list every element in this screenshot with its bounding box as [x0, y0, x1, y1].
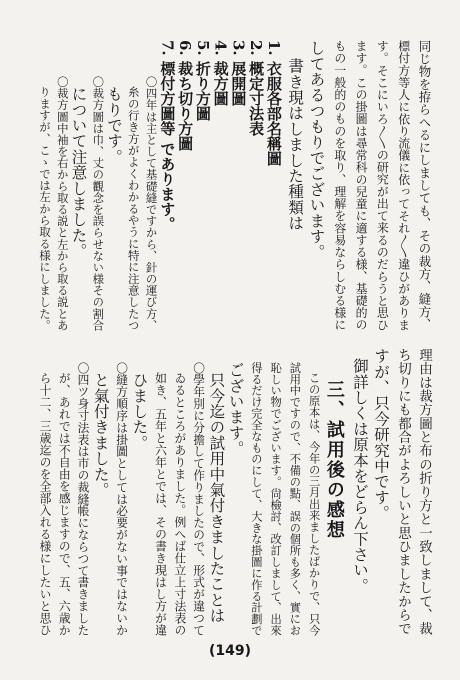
body-line: ございます。 [226, 362, 245, 457]
body-line: 得るだけ完全なものにして、大きな掛圖に作る計劃で [249, 362, 263, 637]
intro-line: してあるつもりでございます。 [307, 40, 326, 260]
body-line: ら十二、三歳迄のを全部入れる様にしたいと思ひ [38, 372, 52, 636]
section-heading: 三、試用後の感想 [323, 380, 345, 540]
body-line: ゐるところがありました。例へば仕立上寸法表の [172, 372, 187, 636]
list-item: 3. 展開圖 [229, 40, 248, 106]
paragraph-line: すが、只今研究中です。 [371, 348, 390, 521]
paragraph-line: 理由は裁方圖と布の折り方と一致しまして、裁 [416, 348, 432, 636]
paragraph-line: ち切りにも都合がよろしいと思ひましたからで [395, 348, 411, 636]
note-line: 〇裁方圖は巾、丈の觀念を誤らせない様その割合 [91, 76, 106, 331]
list-item: 4. 裁方圖 [211, 40, 230, 106]
body-line: 如き、五年と六年とでは、その書き現はし方が違 [153, 372, 168, 636]
list-item: 7. 標付方圖等 であります。 [158, 40, 177, 232]
note-line: もりです。 [105, 86, 124, 165]
note-line: 〇四年は主として基礎縫ですから、針の運び方、 [144, 76, 159, 331]
note-line: について注意しました。 [69, 86, 88, 259]
body-line: 〇學年別に分擔して作りましたので、形式が違つて [192, 362, 207, 636]
intro-line: もの一般的のものを取り、理解を容易ならしむる様に [332, 40, 347, 331]
body-line: 〇縫方順序は掛圖としては必要がない事ではないか [115, 362, 130, 636]
body-line: 試用中ですので、不備の點、誤の個所も多く、實にお [288, 362, 302, 637]
list-item: 1. 衣服各部名稱圖 [264, 40, 283, 166]
paragraph-line: 御詳しくは原本をどらん下さい。 [350, 358, 369, 594]
body-line: 恥しい物でございます。尙檢討、改訂しまして、出來 [269, 362, 283, 637]
note-line: 糸の行き方がよくわかるやうに特に注意したつ [126, 86, 141, 332]
intro-line: ます。この掛圖は尋常科の兒童に適する様、基礎的の [354, 40, 369, 331]
body-line: が、あれでは不自由を感じますので、五、六歳か [57, 372, 72, 636]
body-line: と氣付きました。 [91, 372, 110, 498]
body-line: 只今迄の試用中氣付きましたことは [207, 372, 226, 624]
intro-line: す。そこにいろ〳〵の研究が出て来るのだらうと思ひ [375, 40, 390, 331]
note-line: りますが、こゝでは左から取る様にしました。 [38, 86, 52, 332]
note-line: 〇裁方圖中袖を右から取る説と左から取る説とあ [55, 76, 70, 331]
body-line: ひました。 [130, 372, 149, 451]
intro-line: 同じ物を拵らへるにしましても、その裁方、縫方、 [417, 40, 432, 331]
list-item: 5. 折り方圖 [193, 40, 212, 121]
list-heading: 書き現はしました種類は [286, 58, 305, 231]
body-line: この原本は、今年の三月出来ましたばかりで、只今 [307, 372, 321, 637]
list-item: 2. 概定寸法表 [247, 40, 266, 136]
list-item: 6. 裁ち切り方圖 [176, 40, 195, 151]
intro-line: 標付方等人に依り流儀に依ってそれ〳〵違ひがありま [396, 40, 411, 331]
page-number: (149) [208, 643, 252, 659]
body-line: 〇四ツ身寸法表は市の裁縫帳にならつて書きました [76, 362, 91, 636]
